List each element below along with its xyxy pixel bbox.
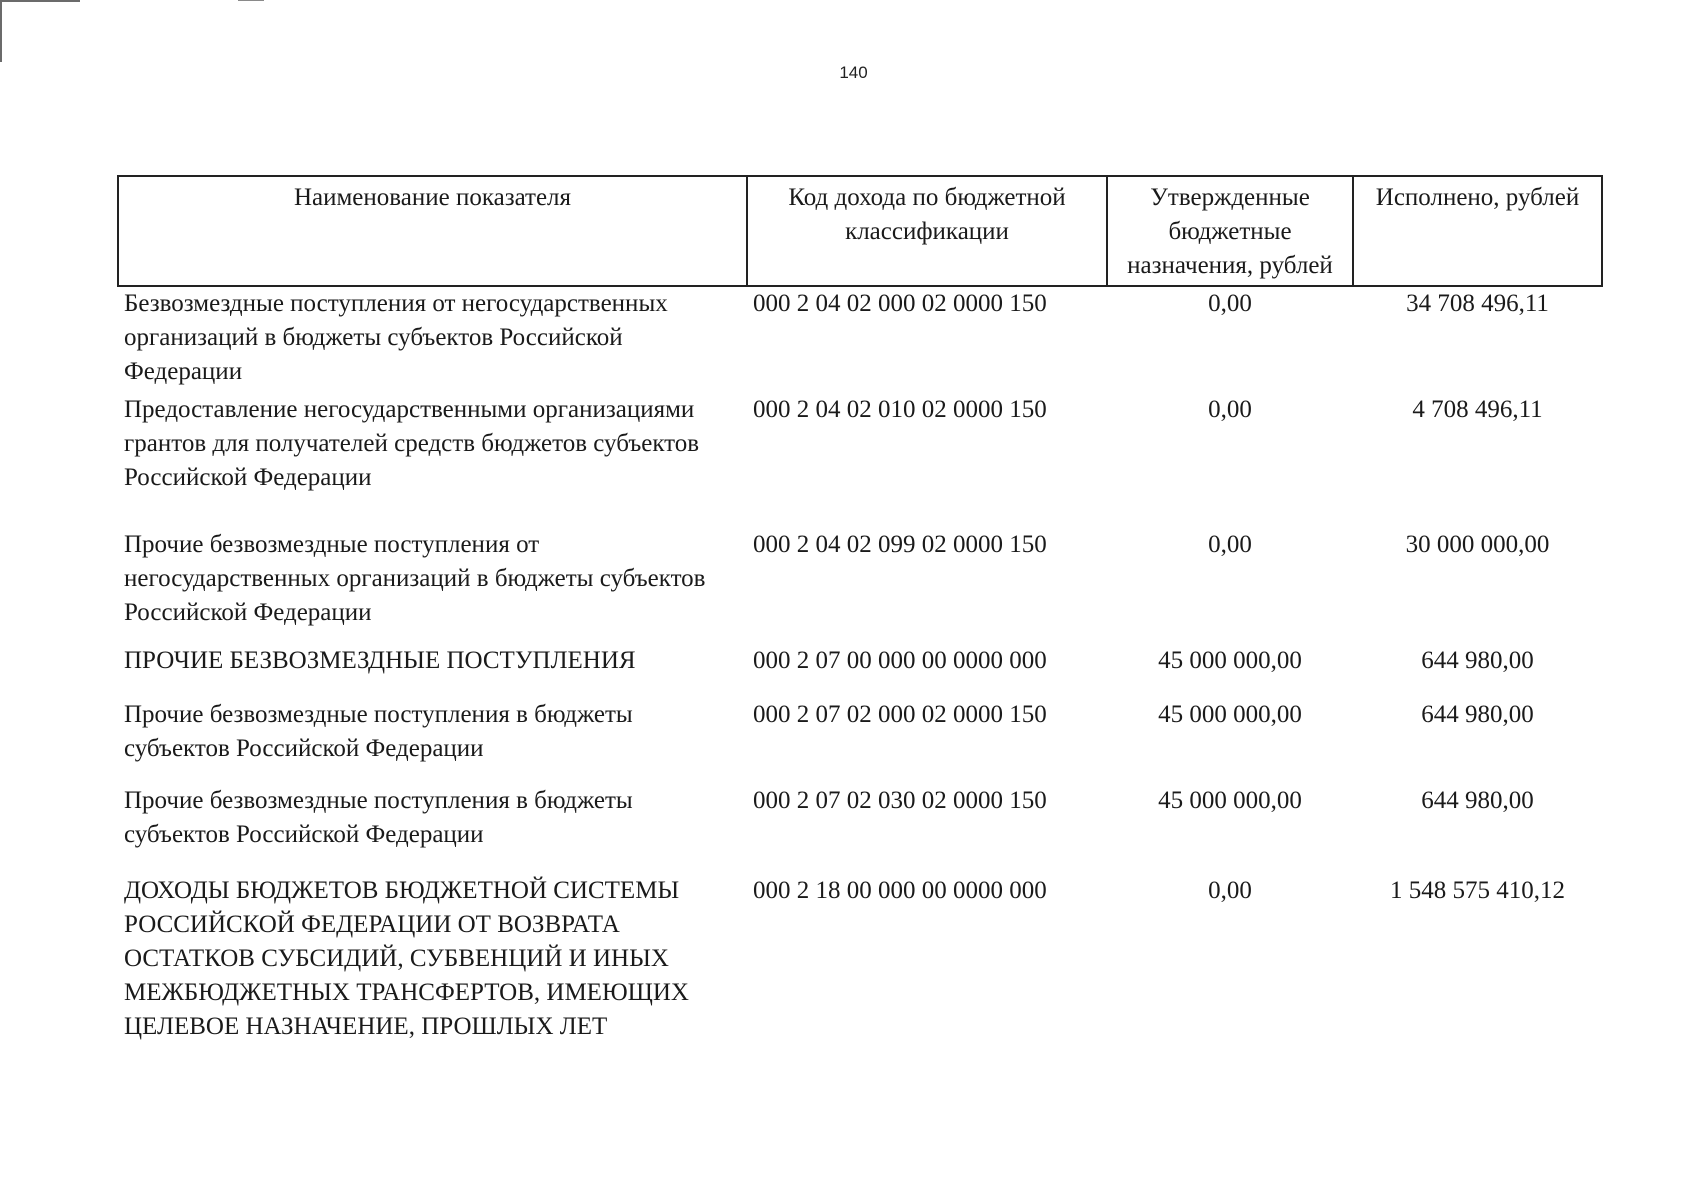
- header-indicator-name: Наименование показателя: [118, 176, 747, 286]
- executed-amount: 644 980,00: [1421, 787, 1534, 814]
- indicator-name: Прочие безвозмездные поступления в бюджеты субъектов Российской Федерации: [124, 701, 633, 762]
- income-code: 000 2 04 02 099 02 0000 150: [753, 531, 1047, 558]
- page-number: 140: [839, 63, 868, 82]
- approved-amount: 0,00: [1208, 877, 1252, 904]
- indicator-name: Безвозмездные поступления от негосударственных организаций в бюджеты субъектов Российской Федерации: [124, 290, 668, 385]
- header-approved-amount: Утвержденные бюджетные назначения, рублей: [1107, 176, 1353, 286]
- indicator-name: Предоставление негосударственными организациями грантов для получателей средств бюджетов субъектов Российской Федерации: [124, 396, 700, 491]
- executed-amount: 1 548 575 410,12: [1390, 877, 1565, 904]
- income-code: 000 2 07 02 030 02 0000 150: [753, 787, 1047, 814]
- approved-amount: 45 000 000,00: [1158, 701, 1302, 728]
- budget-income-table: [117, 175, 1603, 1044]
- indicator-name: ПРОЧИЕ БЕЗВОЗМЕЗДНЫЕ ПОСТУПЛЕНИЯ: [124, 647, 636, 674]
- indicator-name: Прочие безвозмездные поступления в бюджеты субъектов Российской Федерации: [124, 787, 633, 848]
- income-code: 000 2 04 02 000 02 0000 150: [753, 290, 1047, 317]
- approved-amount: 0,00: [1208, 290, 1252, 317]
- scan-edge-mark: [238, 0, 264, 1]
- approved-amount: 0,00: [1208, 531, 1252, 558]
- table-row: [118, 874, 1602, 1044]
- executed-amount: 34 708 496,11: [1406, 290, 1549, 317]
- approved-amount: 0,00: [1208, 396, 1252, 423]
- income-code: 000 2 07 00 000 00 0000 000: [753, 647, 1047, 674]
- table-row: [118, 528, 1602, 644]
- executed-amount: 30 000 000,00: [1405, 531, 1550, 558]
- income-code: 000 2 18 00 000 00 0000 000: [753, 877, 1047, 904]
- income-code: 000 2 04 02 010 02 0000 150: [753, 396, 1047, 423]
- executed-amount: 644 980,00: [1421, 701, 1534, 728]
- table-header: [118, 176, 1602, 286]
- table-row: [118, 393, 1602, 528]
- table-row: [118, 698, 1602, 784]
- table-row: [118, 784, 1602, 874]
- executed-amount: 644 980,00: [1421, 647, 1534, 674]
- approved-amount: 45 000 000,00: [1158, 787, 1302, 814]
- table-row: [118, 286, 1602, 393]
- table-body: [118, 286, 1602, 1044]
- indicator-name: Прочие безвозмездные поступления от негосударственных организаций в бюджеты субъектов Российской Федерации: [124, 531, 706, 626]
- executed-amount: 4 708 496,11: [1412, 396, 1543, 423]
- scan-edge-mark: [0, 0, 80, 2]
- scan-edge-mark: [0, 0, 2, 62]
- approved-amount: 45 000 000,00: [1158, 647, 1302, 674]
- header-executed-amount: Исполнено, рублей: [1353, 176, 1602, 286]
- indicator-name: ДОХОДЫ БЮДЖЕТОВ БЮДЖЕТНОЙ СИСТЕМЫ РОССИЙСКОЙ ФЕДЕРАЦИИ ОТ ВОЗВРАТА ОСТАТКОВ СУБСИДИЙ, СУБВЕНЦИЙ И ИНЫХ МЕЖБЮДЖЕТНЫХ ТРАНСФЕРТОВ, ИМЕЮЩИХ ЦЕЛЕВОЕ НАЗНАЧЕНИЕ, ПРОШЛЫХ ЛЕТ: [124, 877, 689, 1040]
- income-code: 000 2 07 02 000 02 0000 150: [753, 701, 1047, 728]
- header-income-code: Код дохода по бюджетной классификации: [747, 176, 1107, 286]
- table-row: [118, 644, 1602, 698]
